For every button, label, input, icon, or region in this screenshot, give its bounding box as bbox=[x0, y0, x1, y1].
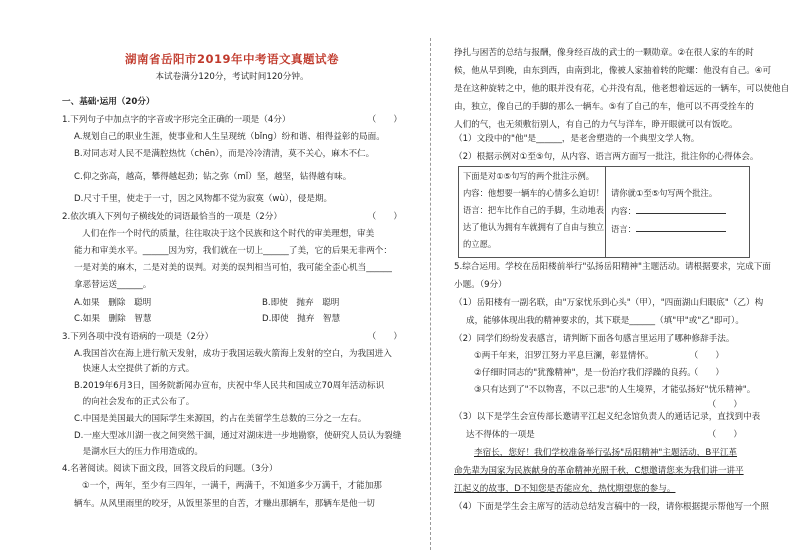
q5-sub2-item2: ②仔细时同志的"犹豫精神"，是一份治疗我们浮躁的良药。 bbox=[474, 368, 696, 378]
q5-sub2: （2）同学们纷纷发表感言，请判断下面各句感言里运用了哪种修辞手法。 bbox=[454, 334, 735, 344]
q2-answer-paren: （ ） bbox=[367, 212, 402, 222]
q1-option-d: D.尺寸千里，使走于一寸，因之风物都不觉为寂寞（wù），侵是期。 bbox=[74, 194, 333, 204]
q3-option-d-line1: D.一座大型冰川湖一夜之间突然干涸，通过对湖床进一步地勘察，使研究人员认为裂缝 bbox=[74, 431, 402, 441]
q5-sub3-record-line1: 李宿长，您好！我们学校准备举行弘扬"岳阳精神"主题活动，B平江革 bbox=[474, 448, 738, 458]
language-label: 语言： bbox=[611, 224, 636, 234]
q5-sub1-cont: 成，能够体现出我的精神要求的，其下联是______（填"甲"或"乙"即可）。 bbox=[466, 316, 744, 326]
table-task-heading: 请你就①至⑤句写两个批注。 bbox=[611, 188, 718, 198]
exam-title: 湖南省岳阳市2019年中考语文真题试卷 bbox=[124, 52, 339, 66]
language-answer-blank[interactable] bbox=[636, 223, 726, 232]
q3-answer-paren: （ ） bbox=[367, 332, 402, 342]
q2-passage-line1: 人们在作一个时代的质量，往往取决于这个民族和这个时代的审美理想，审美 bbox=[82, 229, 375, 239]
q1-answer-paren: （ ） bbox=[367, 115, 402, 125]
q3-option-d-line2: 是湖水巨大的压力作用造成的。 bbox=[74, 447, 203, 457]
q4-passage-cont-line4: 由，独立，像自己的手脚的那么一辆车。⑤有了自己的车，他可以不再受拴车的 bbox=[454, 102, 754, 112]
q2-option-a: A.如果 删除 聪明 bbox=[74, 298, 152, 308]
left-column bbox=[62, 0, 402, 560]
table-example-language-3: 的立愿。 bbox=[463, 239, 497, 249]
q2-option-d: D.即使 抛弃 智慧 bbox=[262, 314, 341, 324]
q3-option-b-line1: B.2019年6月3日，国务院新闻办宣布，庆祝中华人民共和国成立70周年活动标识 bbox=[74, 381, 385, 391]
q4-passage-cont-line2: 候，他从早到晚，由东到西，由南到北，像被人家抽着转的陀螺：他没有自己。④可 bbox=[454, 66, 772, 76]
q5-stem: 5.综合运用。学校在岳阳楼前举行"弘扬岳阳精神"主题活动。请根据要求，完成下面 bbox=[454, 262, 771, 272]
q2-passage-line4: 拿恶替运送______。 bbox=[74, 280, 152, 290]
q5-sub3-record-line2: 命先辈为国家为民族献身的革命精神光照千秋，C想邀请您来为我们讲一讲平 bbox=[454, 466, 744, 476]
section1-heading: 一、基础·运用（20分） bbox=[62, 97, 155, 107]
q5-sub4: （4）下面是学生会主席写的活动总结发言稿中的一段，请你根据提示帮他写一个照 bbox=[454, 502, 769, 512]
q5-sub2-item2-paren: （ ） bbox=[689, 368, 724, 378]
table-example-language-2: 达了他认为拥有车就拥有了自由与独立 bbox=[463, 222, 605, 232]
q5-sub2-item3-paren: （ ） bbox=[707, 400, 742, 410]
q5-stem-cont: 小题。（9分） bbox=[454, 280, 507, 290]
q4-passage-line2: 辆车。从风里雨里的咬牙，从饭里茶里的自苦，才赚出那辆车，那辆车是他一切 bbox=[74, 499, 375, 509]
q1-stem: 1.下列句子中加点字的字音或字形完全正确的一项是（4分） bbox=[62, 115, 291, 125]
q3-option-a-line1: A.我国首次在海上进行航天发射，成功于我国运载火箭海上发射的空白，为我国进入 bbox=[74, 349, 392, 359]
content-label: 内容： bbox=[611, 206, 636, 216]
table-example-heading: 下面是对①⑤句写的两个批注示例。 bbox=[463, 171, 595, 181]
q4-passage-line1: ①一个，两年，至少有三四年，一满千，两满千，不知道多少万满千，才能加那 bbox=[82, 481, 382, 491]
table-example-content: 内容：他想要一辆车的心情多么迫切！ bbox=[463, 188, 605, 198]
q5-sub2-item3: ③只有达到了"不以物喜，不以己悲"的人生境界，才能弘扬好"忧乐精神"。 bbox=[474, 385, 756, 395]
table-content-label bbox=[611, 205, 726, 217]
q5-sub3-record-line3: 江起义的故事，D不知您是否能应允，热忱期望您的参与。 bbox=[454, 484, 676, 494]
q3-option-a-line2: 快速人太空提供了新的方式。 bbox=[74, 364, 195, 374]
annotation-table bbox=[458, 166, 750, 258]
q4-passage-cont-line5: 人们的气，也无须敷衍别人，有自己的力气与洋车，睁开眼就可以有饭吃。 bbox=[454, 120, 738, 130]
q4-sub1: （1）文段中的"他"是______，是老舍塑造的一个典型文学人物。 bbox=[454, 134, 700, 144]
q2-stem: 2.依次填入下列句子横线处的词语最恰当的一项是（2分） bbox=[62, 212, 282, 222]
right-column bbox=[454, 0, 790, 560]
q2-option-c: C.如果 删除 智慧 bbox=[74, 314, 152, 324]
content-answer-blank[interactable] bbox=[636, 205, 726, 214]
q5-sub2-item1: ①两千年来，汨罗江努力平息巨澜，彰显情怀。 bbox=[474, 351, 654, 361]
q4-sub2: （2）根据示例对①至⑤句，从内容、语言两方面写一批注，批注你的心得体会。 bbox=[454, 152, 759, 162]
table-language-label bbox=[611, 223, 726, 235]
table-divider bbox=[605, 167, 606, 257]
q4-stem: 4.名著阅读。阅读下面文段，回答文段后的问题。（3分） bbox=[62, 464, 278, 474]
q4-passage-cont-line3: 是在这种旋转之中，他的眼并没有花，心并没有乱，他老想着远远的一辆车，可以使他自 bbox=[454, 84, 790, 94]
q1-option-c: C.仰之弥高，越高，攀得越起劲；钻之弥（mǐ）坚，越坚，钻得越有味。 bbox=[74, 172, 352, 182]
q5-sub2-item1-paren: （ ） bbox=[689, 351, 724, 361]
q1-option-b: B.对同志对人民不是满腔热忱（chēn），而是冷冷清清，莫不关心，麻木不仁。 bbox=[74, 149, 375, 159]
q5-sub1: （1）岳阳楼有一副名联，由"万家忧乐到心头"（甲），"四面湖山归眼底"（乙）构 bbox=[454, 298, 764, 308]
q3-option-b-line2: 的向社会发布的正式公布了。 bbox=[74, 397, 195, 407]
q2-option-b: B.即使 抛弃 聪明 bbox=[262, 298, 340, 308]
q1-option-a: A.规划自己的职业生涯，使事业和人生呈现统（bǐng）纷和谐、相得益彰的局面。 bbox=[74, 132, 385, 142]
q3-option-c: C.中国是美国最大的国际学生来源国，约占在美留学生总数的三分之一左右。 bbox=[74, 414, 367, 424]
exam-info: 本试卷满分120分，考试时间120分钟。 bbox=[155, 72, 309, 82]
q4-passage-cont-line1: 挣扎与困苦的总结与报酬，像身经百战的武士的一颗勋章。②在很人家的车的时 bbox=[454, 48, 754, 58]
q2-passage-line3: 一是对美的麻木，二是对美的误判。对美的误判相当可怕，我可能全歪心机当______ bbox=[74, 263, 392, 273]
q2-passage-line2: 能力和审美水平。______因为穷，我们就在一切上______了美，它的后果无非两个： bbox=[74, 246, 392, 256]
q3-stem: 3.下列各项中没有语病的一项是（2分） bbox=[62, 332, 214, 342]
column-divider bbox=[430, 38, 431, 550]
q5-sub3-paren: （ ） bbox=[707, 430, 742, 440]
table-example-language-1: 语言：把车比作自己的手脚，生动地表 bbox=[463, 205, 605, 215]
q5-sub3: （3）以下是学生会宣传部长邀请平江起义纪念馆负责人的通话记录，直找到中表 bbox=[454, 412, 761, 422]
q5-sub3-cont: 达不得体的一项是 bbox=[466, 430, 535, 440]
